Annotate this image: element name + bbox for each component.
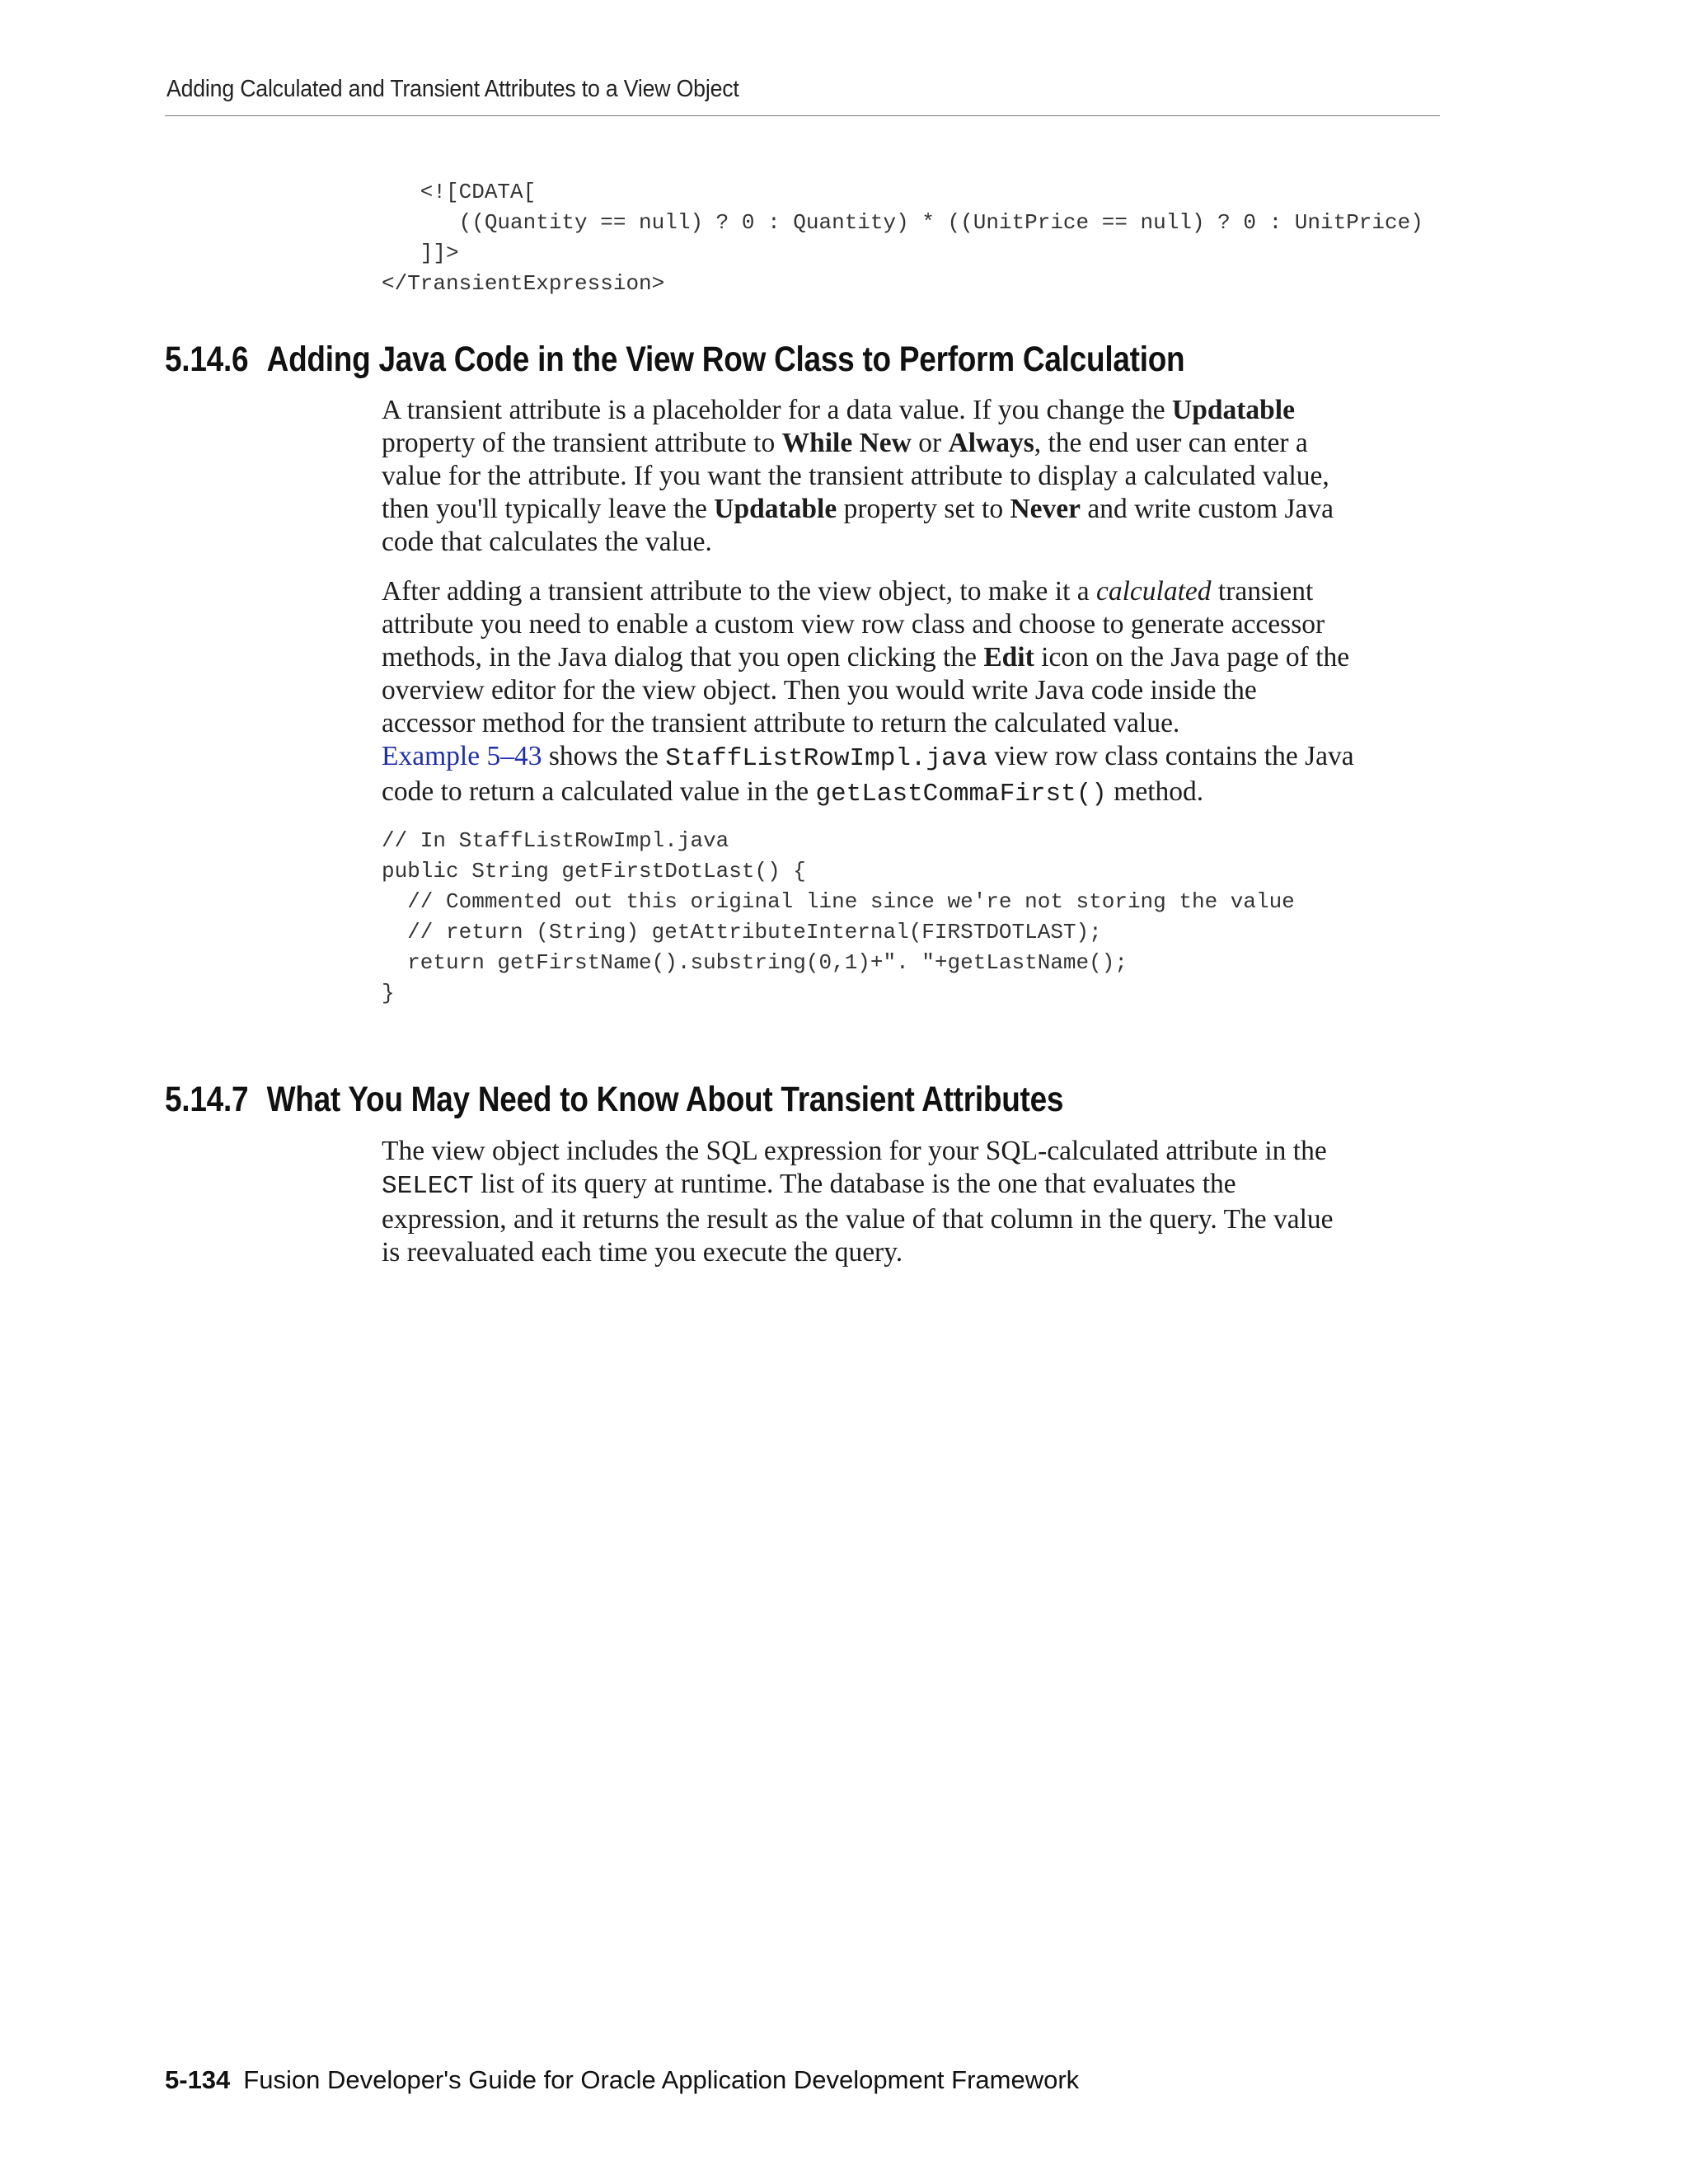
text-run: property of the transient attribute to [382,428,782,458]
section-number: 5.14.7 [165,1080,249,1119]
text-line: value for the attribute. If you want the transient attribute to display a calculated value, [382,461,1329,491]
text-line: is reevaluated each time you execute the query. [382,1237,903,1268]
code-line: } [382,981,395,1005]
code-block-transient-expression [382,177,1423,299]
section-number: 5.14.6 [165,340,249,379]
text-line: expression, and it returns the result as the value of that column in the query. The value [382,1204,1334,1235]
section-title: Adding Java Code in the View Row Class to Perform Calculation [266,340,1185,379]
code-line: ]]> [382,241,459,265]
text-run: list of its query at runtime. The database is the one that evaluates the [473,1169,1236,1199]
paragraph-sql-expression [382,1135,1453,1269]
text-run: view row class contains the Java [987,741,1354,771]
text-run: , the end user can enter a [1034,428,1308,458]
header-rule [165,115,1440,116]
text-run: shows the [542,741,666,771]
inline-code: getLastCommaFirst() [815,780,1107,808]
running-header: Adding Calculated and Transient Attributes to a View Object [166,76,739,102]
page-footer [165,2065,1079,2095]
bold-term: Never [1010,494,1081,524]
code-line: ((Quantity == null) ? 0 : Quantity) * ((UnitPrice == null) ? 0 : UnitPrice) [382,210,1423,235]
text-run: After adding a transient attribute to the view object, to make it a [382,576,1096,607]
code-block-staff-list-row-impl [382,826,1295,1009]
paragraph-transient-placeholder [382,394,1453,559]
example-link[interactable]: Example 5–43 [382,741,542,771]
code-line: public String getFirstDotLast() { [382,859,806,883]
text-run: transient [1211,576,1314,607]
book-title: Fusion Developer's Guide for Oracle Application Development Framework [243,2065,1080,2094]
code-line: </TransientExpression> [382,271,665,296]
text-line: The view object includes the SQL expression for your SQL-calculated attribute in the [382,1136,1327,1166]
text-run: code to return a calculated value in the [382,776,816,807]
italic-term: calculated [1096,576,1212,607]
page-number: 5-134 [165,2065,231,2094]
bold-term: Updatable [714,494,837,524]
text-line: code that calculates the value. [382,527,712,557]
bold-term: Updatable [1172,395,1295,425]
section-heading-5-14-7 [165,1080,1063,1120]
code-line: // return (String) getAttributeInternal(FIRSTDOTLAST); [382,920,1102,944]
inline-code: StaffListRowImpl.java [665,744,987,773]
bold-term: Edit [983,642,1034,673]
text-line: accessor method for the transient attribute to return the calculated value. [382,708,1180,738]
code-line: // Commented out this original line since we're not storing the value [382,889,1295,914]
text-run: and write custom Java [1081,494,1334,524]
text-run: methods, in the Java dialog that you open clicking the [382,642,984,673]
text-run: or [911,428,949,458]
text-line: attribute you need to enable a custom view row class and choose to generate accessor [382,609,1325,640]
code-line: // In StaffListRowImpl.java [382,828,729,853]
inline-code: SELECT [382,1172,474,1201]
code-line: <![CDATA[ [382,180,537,204]
code-line: return getFirstName().substring(0,1)+". "+getLastName(); [382,950,1128,975]
paragraph-calculated-transient [382,575,1453,811]
bold-term: Always [948,428,1034,458]
section-heading-5-14-6 [165,340,1184,380]
text-run: then you'll typically leave the [382,494,715,524]
section-title: What You May Need to Know About Transient Attributes [266,1080,1064,1119]
text-run: A transient attribute is a placeholder for a data value. If you change the [382,395,1173,425]
text-run: method. [1106,776,1204,807]
text-run: icon on the Java page of the [1034,642,1350,673]
text-run: property set to [837,494,1010,524]
bold-term: While New [781,428,912,458]
text-line: overview editor for the view object. Then you would write Java code inside the [382,675,1257,705]
